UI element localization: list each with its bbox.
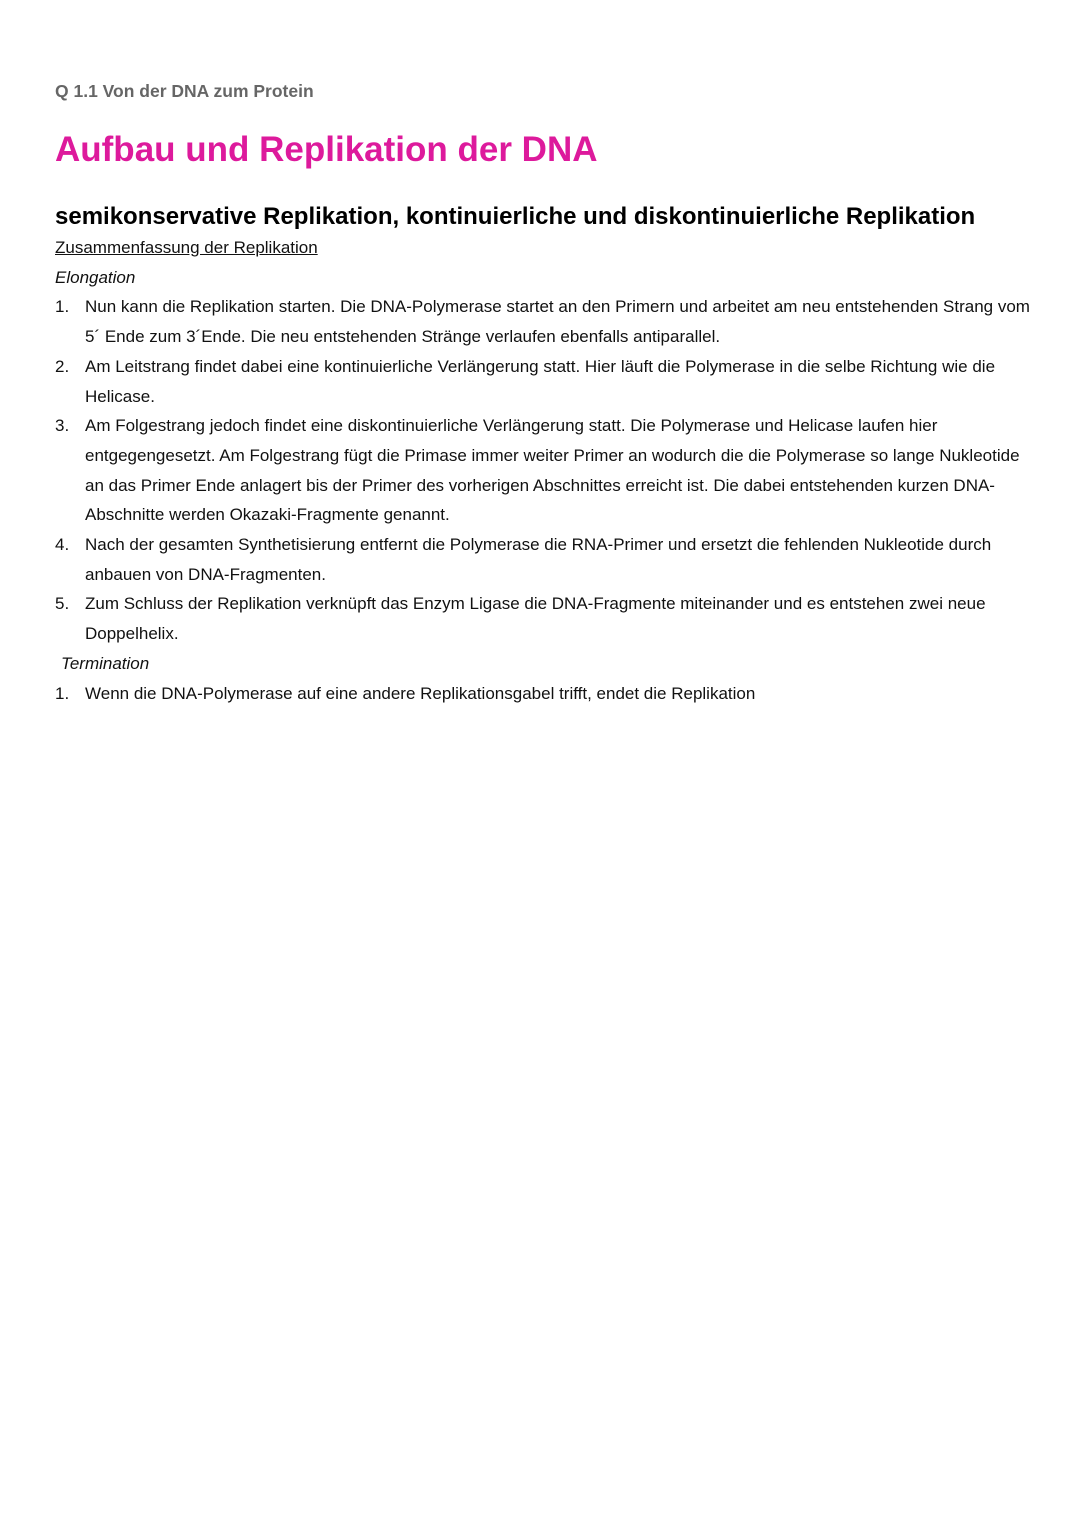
summary-heading: Zusammenfassung der Replikation: [55, 238, 318, 257]
section-subtitle: semikonservative Replikation, kontinuierliche und diskontinuierliche Replikation: [55, 203, 976, 230]
list-item: [55, 589, 1040, 648]
unit-label: Q 1.1 Von der DNA zum Protein: [55, 81, 314, 101]
list-item-number: 1.: [55, 683, 70, 703]
document-body: [55, 233, 1040, 708]
list-item-number: 4.: [55, 535, 70, 555]
list-item: [55, 679, 1040, 709]
list-item-text: Am Folgestrang jedoch findet eine diskontinuierliche Verlängerung statt. Die Polymerase und Helicase laufen hier entgegengesetzt. Am Folgestrang fügt die Primase immer weiter Primer an wodurch die die Polymerase so lange Nukleotide an das Primer Ende anlagert bis der Primer des vorherigen Abschnittes erreicht ist. Die dabei entstehenden kurzen DNA-Abschnitte werden Okazaki-Fragmente genannt.: [85, 416, 1020, 525]
elongation-list: [55, 292, 1040, 648]
list-item-text: Nach der gesamten Synthetisierung entfernt die Polymerase die RNA-Primer und ersetzt die fehlenden Nukleotide durch anbauen von DNA-Fragmenten.: [85, 535, 992, 584]
list-item: [55, 352, 1040, 411]
list-item-number: 5.: [55, 594, 70, 614]
list-item-number: 2.: [55, 356, 70, 376]
list-item: [55, 292, 1040, 351]
elongation-heading: Elongation: [55, 267, 136, 287]
list-item-text: Wenn die DNA-Polymerase auf eine andere Replikationsgabel trifft, endet die Replikation: [85, 683, 756, 703]
list-item-number: 1.: [55, 297, 70, 317]
list-item-text: Am Leitstrang findet dabei eine kontinuierliche Verlängerung statt. Hier läuft die Polymerase in die selbe Richtung wie die Helicase.: [85, 356, 996, 406]
list-item-text: Nun kann die Replikation starten. Die DNA-Polymerase startet an den Primern und arbeitet am neu entstehenden Strang vom 5´ Ende zum 3´Ende. Die neu entstehenden Stränge verlaufen ebenfalls antiparallel.: [85, 297, 1030, 347]
document-page: [55, 78, 1040, 708]
list-item: [55, 530, 1040, 589]
list-item: [55, 411, 1040, 530]
page-title: Aufbau und Replikation der DNA: [55, 130, 598, 169]
termination-heading: Termination: [61, 653, 150, 673]
termination-list: [55, 679, 1040, 709]
list-item-number: 3.: [55, 416, 70, 436]
list-item-text: Zum Schluss der Replikation verknüpft das Enzym Ligase die DNA-Fragmente miteinander und es entstehen zwei neue Doppelhelix.: [85, 594, 986, 644]
